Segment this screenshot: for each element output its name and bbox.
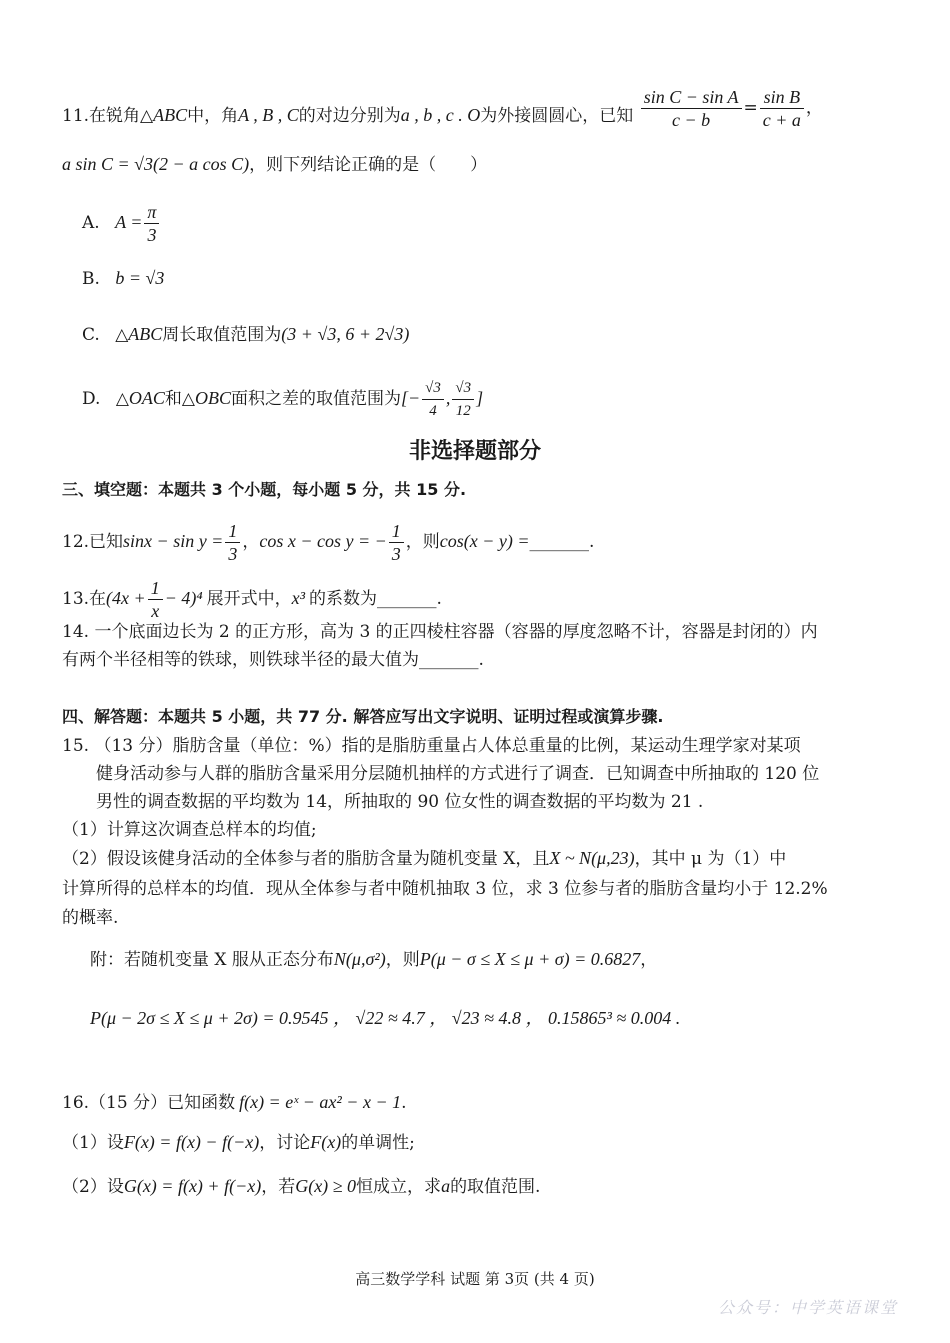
option-label: B. bbox=[82, 269, 100, 289]
option-math: (3 + √3, 6 + 2√3) bbox=[281, 324, 410, 344]
q12-math: cos(x − y) = bbox=[439, 531, 530, 551]
q16-text: 的单调性; bbox=[341, 1133, 415, 1153]
option-text: △ bbox=[115, 389, 129, 409]
option-a-fraction: $\frac{\pi}{3}$ bbox=[144, 201, 159, 246]
q14-line1: 14. 一个底面边长为 2 的正方形，高为 3 的正四棱柱容器（容器的厚度忽略不计，容器是封闭的）内 bbox=[62, 622, 818, 642]
q16-part2 bbox=[62, 1174, 890, 1199]
q15-part1: （1）计算这次调查总样本的均值; bbox=[62, 820, 317, 840]
q16-stem bbox=[62, 1090, 890, 1115]
q16-math: F(x) = f(x) − f(−x) bbox=[123, 1132, 260, 1152]
appendix-text: ，则 bbox=[385, 950, 420, 970]
q12-text: 12.已知 bbox=[62, 532, 124, 552]
q13-fraction: $\frac{1}{x}$ bbox=[148, 577, 163, 622]
option-d-fraction-1: $\frac{√3}{4}$ bbox=[422, 377, 444, 422]
section-3-heading: 三、填空题：本题共 3 个小题，每小题 5 分，共 15 分. bbox=[62, 480, 467, 499]
appendix-math: N(μ,σ²) bbox=[333, 949, 386, 969]
q16-math: f(x) = eˣ − ax² − x − 1 bbox=[239, 1092, 402, 1112]
option-math: b = √3 bbox=[115, 268, 165, 288]
option-math: ABC bbox=[128, 324, 163, 344]
option-math: , bbox=[445, 388, 451, 408]
q12-math: sinx − sin y = bbox=[123, 531, 224, 551]
answer-blank: _______. bbox=[376, 589, 442, 609]
option-text: 和△ bbox=[164, 389, 195, 409]
q13-math: (4x + bbox=[106, 588, 146, 608]
q16-part1 bbox=[62, 1130, 890, 1155]
option-text: 周长取值范围为 bbox=[162, 325, 282, 345]
q15-part2-line1 bbox=[62, 846, 890, 871]
option-math: ] bbox=[476, 388, 484, 408]
q16-text: ，讨论 bbox=[259, 1133, 311, 1153]
q12-math: cos x − cos y = − bbox=[259, 531, 387, 551]
q11-option-c bbox=[82, 322, 890, 347]
q12 bbox=[62, 520, 890, 565]
option-math: A = bbox=[115, 212, 143, 232]
answer-blank: _______. bbox=[529, 532, 595, 552]
q13 bbox=[62, 577, 890, 622]
q11-text: 为外接圆圆心，已知 bbox=[480, 106, 634, 126]
q15-line3: 男性的调查数据的平均数为 14，所抽取的 90 位女性的调查数据的平均数为 21 . bbox=[96, 792, 704, 812]
q12-fraction-2: $\frac{1}{3}$ bbox=[389, 520, 404, 565]
option-label: A. bbox=[82, 213, 100, 233]
appendix-text: 附：若随机变量 X 服从正态分布 bbox=[90, 950, 334, 970]
section-4-heading: 四、解答题：本题共 5 小题，共 77 分. 解答应写出文字说明、证明过程或演算步骤. bbox=[62, 707, 664, 726]
watermark: 公众号：中学英语课堂 bbox=[717, 1298, 898, 1317]
option-text: 面积之差的取值范围为 bbox=[231, 389, 401, 409]
q11-fraction-2: $\frac{\text{sin B}}{c + a}$ bbox=[760, 86, 804, 131]
q15-math: X ~ N(μ,23) bbox=[549, 848, 635, 868]
option-text: △ bbox=[115, 325, 129, 345]
q11-math: a , b , c . O bbox=[400, 105, 481, 125]
option-math: OBC bbox=[195, 388, 231, 408]
part-title: 非选择题部分 bbox=[408, 439, 541, 464]
q16-text: （1）设 bbox=[62, 1133, 124, 1153]
q11-text: 11.在锐角△ bbox=[62, 106, 154, 126]
q11-text: 中，角 bbox=[187, 106, 239, 126]
option-math: [− bbox=[401, 388, 421, 408]
q12-text: ，则 bbox=[405, 532, 440, 552]
q11-math: A , B , C bbox=[238, 105, 299, 125]
q11-stem-line1 bbox=[62, 87, 890, 139]
q14-line2: 有两个半径相等的铁球，则铁球半径的最大值为_______. bbox=[62, 650, 484, 670]
option-d-fraction-2: $\frac{√3}{12}$ bbox=[452, 377, 474, 422]
q16-text: 的取值范围. bbox=[450, 1177, 541, 1197]
q16-math: G(x) = f(x) + f(−x) bbox=[123, 1176, 262, 1196]
q15-part2-line2: 计算所得的总样本的均值．现从全体参与者中随机抽取 3 位，求 3 位参与者的脂肪含量均小于 12.2% bbox=[62, 879, 828, 899]
q15-text: （2）假设该健身活动的全体参与者的脂肪含量为随机变量 X，且 bbox=[62, 849, 550, 869]
q13-text: 展开式中， bbox=[206, 589, 292, 609]
q16-text: . bbox=[401, 1093, 407, 1113]
q11-eq: = bbox=[743, 98, 758, 118]
q12-text: ， bbox=[242, 532, 260, 552]
q16-math: F(x) bbox=[310, 1132, 342, 1152]
q16-text: （2）设 bbox=[62, 1177, 124, 1197]
q13-math: x³ bbox=[291, 588, 305, 608]
q13-text: 的系数为 bbox=[308, 589, 377, 609]
q15-text: ，其中 μ 为（1）中 bbox=[634, 849, 787, 869]
q11-stem-line2 bbox=[62, 152, 890, 177]
q11-condition: a sin C = √3(2 − a cos C) bbox=[62, 154, 250, 174]
q11-option-a bbox=[82, 201, 890, 246]
q12-fraction-1: $\frac{1}{3}$ bbox=[225, 520, 240, 565]
q15-appendix-line1 bbox=[90, 947, 890, 972]
q16-math: G(x) ≥ 0 bbox=[295, 1176, 357, 1196]
q11-option-b bbox=[82, 266, 890, 291]
q11-text: 的对边分别为 bbox=[298, 106, 401, 126]
q15-line1: 15. （13 分）脂肪含量（单位：%）指的是脂肪重量占人体总重量的比例，某运动生理学家对某项 bbox=[62, 736, 801, 756]
option-label: C. bbox=[82, 325, 100, 345]
option-label: D. bbox=[82, 389, 101, 409]
page-footer: 高三数学学科 试题 第 3页 (共 4 页) bbox=[355, 1270, 595, 1288]
q11-option-d bbox=[82, 377, 890, 422]
appendix-math: P(μ − σ ≤ X ≤ μ + σ) = 0.6827 bbox=[419, 949, 641, 969]
q13-math: − 4)⁴ bbox=[164, 588, 203, 608]
option-math: OAC bbox=[128, 388, 165, 408]
q16-text: 恒成立，求 bbox=[356, 1177, 442, 1197]
q13-text: 13.在 bbox=[62, 589, 107, 609]
q15-part2-line3: 的概率. bbox=[62, 908, 119, 928]
q15-line2: 健身活动参与人群的脂肪含量采用分层随机抽样的方式进行了调查．已知调查中所抽取的 120 位 bbox=[96, 764, 820, 784]
q16-text: 16.（15 分）已知函数 bbox=[62, 1093, 236, 1113]
q11-comma: ， bbox=[805, 98, 823, 118]
q16-math: a bbox=[441, 1176, 451, 1196]
q15-appendix-line2: P(μ − 2σ ≤ X ≤ μ + 2σ) = 0.9545 ， √22 ≈ 4.7 ， √23 ≈ 4.8 ， 0.15865³ ≈ 0.004 . bbox=[90, 1008, 681, 1028]
appendix-text: ， bbox=[640, 950, 658, 970]
q11-fraction-1: $\frac{\text{sin C − sin A}}{c - b}$ bbox=[641, 86, 742, 131]
q11-math: ABC bbox=[153, 105, 188, 125]
q16-text: ，若 bbox=[261, 1177, 296, 1197]
q11-question: ，则下列结论正确的是（ ） bbox=[249, 155, 488, 175]
